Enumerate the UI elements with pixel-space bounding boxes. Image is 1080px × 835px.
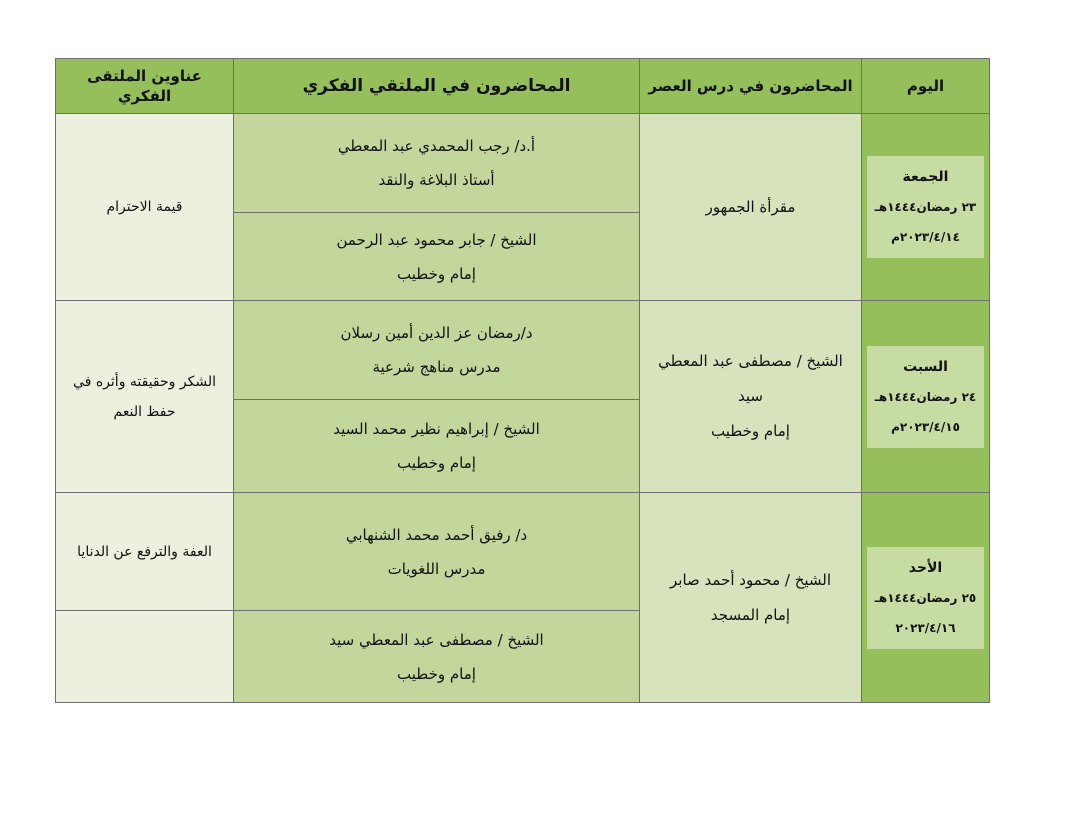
lecturer-title: مدرس مناهج شرعية	[372, 358, 501, 376]
day-cell-sunday	[862, 493, 989, 702]
lecturer-name: د/رمضان عز الدين أمين رسلان	[340, 324, 533, 342]
asr-line: الشيخ / مصطفى عبد المعطي	[658, 352, 843, 370]
lecturer-title: أستاذ البلاغة والنقد	[378, 171, 495, 189]
forum-topic-cell-empty	[56, 611, 233, 702]
asr-line: إمام المسجد	[710, 605, 791, 624]
asr-lecturer-cell	[640, 301, 861, 492]
forum-topic-cell	[56, 301, 233, 492]
header-forum-topics: عناوين الملتقى الفكري	[56, 59, 233, 113]
schedule-table	[55, 58, 990, 703]
gregorian-date: ٢٠٢٣/٤/١٤م	[891, 230, 960, 244]
forum-lecturer-cell	[234, 493, 639, 610]
day-highlight-box	[867, 346, 984, 448]
day-name: الأحد	[908, 559, 943, 576]
lecturer-name: د/ رفيق أحمد محمد الشنهابي	[345, 525, 528, 544]
lecturer-title: إمام وخطيب	[397, 454, 476, 472]
lecturer-name: الشيخ / جابر محمود عبد الرحمن	[336, 230, 537, 249]
day-highlight-box	[867, 547, 984, 649]
header-forum-lecturers: المحاضرون في الملتقي الفكري	[234, 59, 639, 113]
asr-lecturer-cell	[640, 493, 861, 702]
lecturer-name: أ.د/ رجب المحمدي عبد المعطي	[337, 137, 536, 155]
asr-line: مقرأة الجمهور	[705, 197, 796, 216]
gregorian-date: ٢٠٢٣/٤/١٥م	[891, 419, 960, 434]
lecturer-name: الشيخ / مصطفى عبد المعطي سيد	[329, 630, 544, 649]
asr-lecturer-cell	[640, 114, 861, 300]
topic-line: حفظ النعم	[113, 403, 176, 420]
forum-lecturer-cell	[234, 611, 639, 702]
lecturer-title: إمام وخطيب	[397, 264, 476, 283]
topic-line: العفة والترفع عن الدنايا	[77, 543, 212, 560]
hijri-date: ٢٤ رمضان١٤٤٤هـ	[874, 389, 977, 404]
lecturer-title: مدرس اللغويات	[387, 559, 486, 578]
day-highlight-box	[867, 156, 984, 258]
forum-lecturer-cell	[234, 400, 639, 492]
day-name: الجمعة	[902, 169, 949, 185]
gregorian-date: ٢٠٢٣/٤/١٦	[895, 620, 956, 635]
asr-line: سيد	[738, 387, 763, 405]
asr-line: إمام وخطيب	[711, 422, 790, 440]
lecturer-name: الشيخ / إبراهيم نظير محمد السيد	[333, 420, 540, 438]
forum-lecturer-cell	[234, 114, 639, 212]
forum-lecturer-cell	[234, 301, 639, 399]
day-cell-friday	[862, 114, 989, 300]
lecturer-title: إمام وخطيب	[397, 664, 476, 683]
hijri-date: ٢٣ رمضان١٤٤٤هـ	[874, 200, 977, 214]
header-day: اليوم	[862, 59, 989, 113]
topic-line: قيمة الاحترام	[106, 199, 183, 215]
day-cell-saturday	[862, 301, 989, 492]
topic-line: الشكر وحقيقته وأثره في	[73, 373, 216, 390]
asr-line: الشيخ / محمود أحمد صابر	[670, 570, 832, 589]
forum-topic-cell	[56, 493, 233, 610]
forum-topic-cell	[56, 114, 233, 300]
forum-lecturer-cell	[234, 213, 639, 300]
header-asr-lecturers: المحاضرون في درس العصر	[640, 59, 861, 113]
day-name: السبت	[903, 358, 948, 375]
hijri-date: ٢٥ رمضان١٤٤٤هـ	[874, 590, 977, 605]
